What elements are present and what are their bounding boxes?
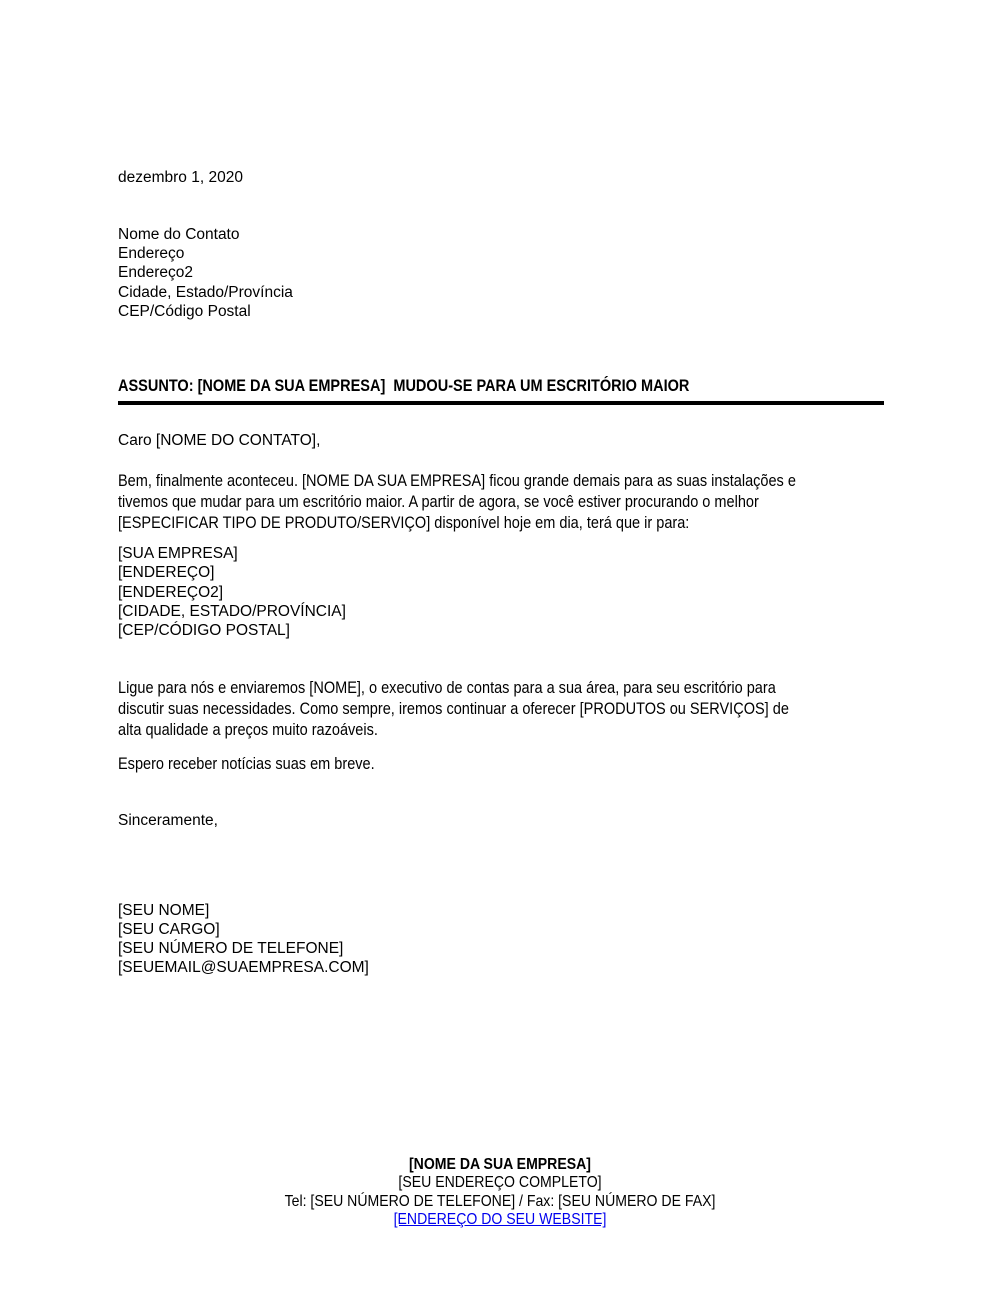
- body-paragraph-1-line: tivemos que mudar para um escritório maior. A partir de agora, se você estiver procurando o melhor: [118, 493, 759, 512]
- signature-block: [118, 901, 884, 978]
- letter-content: [118, 0, 884, 978]
- signature-name: [SEU NOME]: [118, 901, 210, 919]
- recipient-postal-code: CEP/Código Postal: [118, 302, 251, 320]
- letter-date: dezembro 1, 2020: [118, 169, 243, 186]
- footer-phone-fax: Tel: [SEU NÚMERO DE TELEFONE] / Fax: [SEU NÚMERO DE FAX]: [284, 1192, 716, 1210]
- company-address1: [ENDEREÇO]: [118, 564, 215, 582]
- body-paragraph-3: Espero receber notícias suas em breve.: [118, 754, 375, 773]
- body-paragraph-1: [118, 471, 892, 534]
- subject-line: ASSUNTO: [NOME DA SUA EMPRESA] MUDOU-SE PARA UM ESCRITÓRIO MAIOR: [118, 377, 690, 396]
- company-address-block: [118, 544, 884, 640]
- signature-title: [SEU CARGO]: [118, 920, 220, 938]
- recipient-block: [118, 225, 884, 321]
- greeting: Caro [NOME DO CONTATO],: [118, 432, 321, 450]
- company-city-state: [CIDADE, ESTADO/PROVÍNCIA]: [118, 602, 346, 620]
- body-paragraph-2-line: alta qualidade a preços muito razoáveis.: [118, 720, 378, 739]
- recipient-city-state: Cidade, Estado/Província: [118, 283, 293, 301]
- letter-footer: [0, 1156, 1000, 1230]
- body-paragraph-2: [118, 678, 892, 741]
- body-paragraph-2-line: discutir suas necessidades. Como sempre, iremos continuar a oferecer [PRODUTOS ou SERVIÇOS] de: [118, 699, 789, 718]
- footer-address: [SEU ENDEREÇO COMPLETO]: [398, 1174, 602, 1192]
- subject-divider-rule: [118, 401, 884, 405]
- body-paragraph-1-line: Bem, finalmente aconteceu. [NOME DA SUA EMPRESA] ficou grande demais para as suas instalações e: [118, 472, 796, 491]
- closing-salutation: Sinceramente,: [118, 811, 218, 829]
- body-paragraph-2-line: Ligue para nós e enviaremos [NOME], o executivo de contas para a sua área, para seu escritório para: [118, 678, 776, 697]
- footer-company-name: [NOME DA SUA EMPRESA]: [408, 1156, 591, 1173]
- footer-website-link[interactable]: [ENDEREÇO DO SEU WEBSITE]: [393, 1211, 607, 1229]
- signature-phone: [SEU NÚMERO DE TELEFONE]: [118, 940, 344, 958]
- company-name: [SUA EMPRESA]: [118, 545, 238, 563]
- recipient-name: Nome do Contato: [118, 226, 240, 243]
- body-paragraph-1-line: [ESPECIFICAR TIPO DE PRODUTO/SERVIÇO] disponível hoje em dia, terá que ir para:: [118, 514, 690, 533]
- letter-footer-lines: [60, 1156, 940, 1230]
- recipient-address2: Endereço2: [118, 264, 193, 282]
- company-postal-code: [CEP/CÓDIGO POSTAL]: [118, 622, 290, 640]
- recipient-address1: Endereço: [118, 245, 185, 263]
- company-address2: [ENDEREÇO2]: [118, 583, 224, 601]
- signature-email: [SEUEMAIL@SUAEMPRESA.COM]: [118, 959, 369, 977]
